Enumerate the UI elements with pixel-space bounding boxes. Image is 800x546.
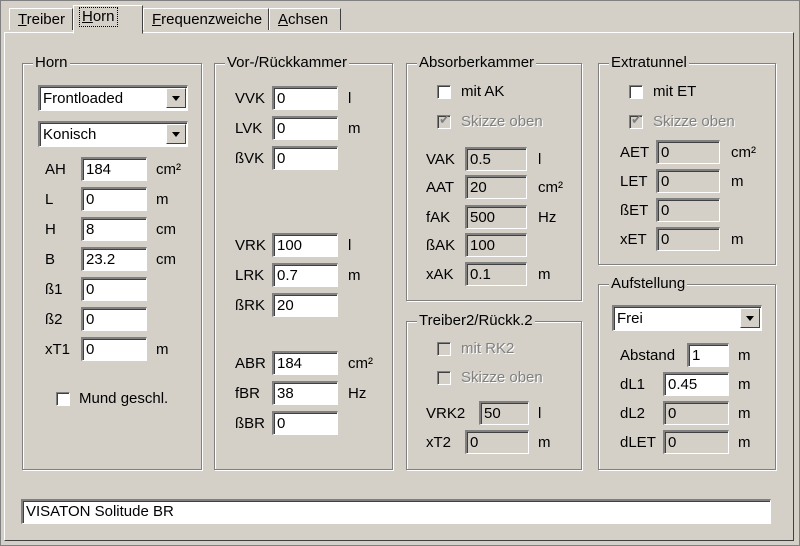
input-fbr[interactable]: 38 — [272, 381, 338, 405]
unit-vrk2: l — [538, 405, 542, 422]
label-beta1: ß1 — [45, 281, 63, 298]
chevron-down-icon — [172, 96, 180, 101]
aufstellung-group-title: Aufstellung — [611, 275, 686, 292]
input-dl1[interactable]: 0.45 — [663, 372, 729, 396]
input-vak[interactable]: 0.5 — [465, 147, 527, 171]
checkmark-icon: ✔ — [631, 112, 642, 127]
input-betaak[interactable]: 100 — [465, 233, 527, 257]
unit-aat: cm² — [538, 179, 563, 196]
label-betaet: ßET — [620, 202, 649, 219]
description-input[interactable]: VISATON Solitude BR — [21, 499, 771, 524]
absorber-group — [406, 54, 582, 301]
input-vvk[interactable]: 0 — [272, 86, 338, 110]
horn-shape-select[interactable]: Konisch — [38, 121, 188, 147]
mund-geschlossen-label[interactable]: Mund geschl. — [79, 390, 169, 407]
input-h[interactable]: 8 — [81, 217, 147, 241]
chevron-down-icon — [746, 316, 754, 321]
label-betaak: ßAK — [426, 237, 456, 254]
tab-frequenzweiche[interactable]: Frequenzweiche — [143, 8, 269, 30]
tab-horn[interactable]: Horn — [73, 5, 143, 34]
skizze-ak-label: Skizze oben — [461, 113, 543, 130]
input-xet[interactable]: 0 — [656, 227, 720, 251]
input-xt1[interactable]: 0 — [81, 337, 147, 361]
input-ah[interactable]: 184 — [81, 157, 147, 181]
unit-l: m — [156, 191, 169, 208]
mit-rk2-label: mit RK2 — [461, 340, 515, 357]
unit-abstand: m — [738, 347, 751, 364]
unit-dl2: m — [738, 405, 751, 422]
chevron-down-icon — [172, 132, 180, 137]
unit-vrk: l — [348, 237, 352, 254]
label-betavk: ßVK — [235, 150, 265, 167]
label-xt2: xT2 — [426, 434, 452, 451]
label-vrk2: VRK2 — [426, 405, 466, 422]
label-abr: ABR — [235, 355, 266, 372]
input-aat[interactable]: 20 — [465, 175, 527, 199]
label-b: B — [45, 251, 56, 268]
unit-lrk: m — [348, 267, 361, 284]
label-vrk: VRK — [235, 237, 266, 254]
label-xt1: xT1 — [45, 341, 71, 358]
label-vak: VAK — [426, 151, 455, 168]
horn-shape-dropdown-button[interactable] — [166, 124, 186, 144]
label-lrk: LRK — [235, 267, 265, 284]
label-let: LET — [620, 173, 648, 190]
unit-ah: cm² — [156, 161, 181, 178]
label-fbr: fBR — [235, 385, 261, 402]
unit-vak: l — [538, 151, 542, 168]
label-dlet: dLET — [620, 434, 656, 451]
mit-rk2-checkbox[interactable] — [437, 342, 451, 356]
unit-vvk: l — [348, 90, 352, 107]
unit-xet: m — [731, 231, 744, 248]
mit-ak-checkbox[interactable] — [437, 85, 451, 99]
unit-abr: cm² — [348, 355, 373, 372]
label-ah: AH — [45, 161, 66, 178]
input-beta1[interactable]: 0 — [81, 277, 147, 301]
input-betark[interactable]: 20 — [272, 293, 338, 317]
kammer-group-title: Vor-/Rückkammer — [227, 54, 348, 71]
input-beta2[interactable]: 0 — [81, 307, 147, 331]
label-dl1: dL1 — [620, 376, 646, 393]
input-betaet[interactable]: 0 — [656, 198, 720, 222]
mit-et-checkbox[interactable] — [629, 85, 643, 99]
unit-xt2: m — [538, 434, 551, 451]
unit-fbr: Hz — [348, 385, 367, 402]
label-l: L — [45, 191, 54, 208]
input-xak[interactable]: 0.1 — [465, 262, 527, 286]
unit-xak: m — [538, 266, 551, 283]
treiber2-group-title: Treiber2/Rückk.2 — [419, 312, 533, 329]
input-b[interactable]: 23.2 — [81, 247, 147, 271]
tab-treiber[interactable]: Treiber — [9, 8, 73, 30]
label-vvk: VVK — [235, 90, 266, 107]
input-abstand[interactable]: 1 — [687, 343, 729, 367]
input-betabr[interactable]: 0 — [272, 411, 338, 435]
checkmark-icon: ✔ — [439, 112, 450, 127]
input-vrk[interactable]: 100 — [272, 233, 338, 257]
input-l[interactable]: 0 — [81, 187, 147, 211]
input-aet[interactable]: 0 — [656, 140, 720, 164]
label-abstand: Abstand — [620, 347, 676, 364]
unit-aet: cm² — [731, 144, 756, 161]
unit-b: cm — [156, 251, 176, 268]
aufstellung-select[interactable]: Frei — [612, 305, 762, 331]
input-lrk[interactable]: 0.7 — [272, 263, 338, 287]
unit-xt1: m — [156, 341, 169, 358]
label-betark: ßRK — [235, 297, 265, 314]
unit-lvk: m — [348, 120, 361, 137]
input-abr[interactable]: 184 — [272, 351, 338, 375]
aufstellung-group — [598, 275, 776, 470]
input-betavk[interactable]: 0 — [272, 146, 338, 170]
skizze-rk2-checkbox[interactable] — [437, 371, 451, 385]
mit-ak-label[interactable]: mit AK — [461, 83, 505, 100]
input-dlet[interactable]: 0 — [663, 430, 729, 454]
label-xet: xET — [620, 231, 647, 248]
label-xak: xAK — [426, 266, 454, 283]
kammer-group — [214, 54, 393, 470]
horn-type-dropdown-button[interactable] — [166, 88, 186, 108]
aufstellung-dropdown-button[interactable] — [740, 308, 760, 328]
input-let[interactable]: 0 — [656, 169, 720, 193]
label-dl2: dL2 — [620, 405, 646, 422]
input-lvk[interactable]: 0 — [272, 116, 338, 140]
horn-tab-panel — [4, 32, 794, 541]
tab-achsen[interactable]: Achsen — [269, 8, 341, 30]
skizze-rk2-label: Skizze oben — [461, 369, 543, 386]
unit-dl1: m — [738, 376, 751, 393]
mund-geschlossen-checkbox[interactable] — [56, 392, 70, 406]
treiber2-group — [406, 312, 582, 470]
label-betabr: ßBR — [235, 415, 265, 432]
label-aat: AAT — [426, 179, 455, 196]
horn-group-title: Horn — [35, 54, 68, 71]
absorber-group-title: Absorberkammer — [419, 54, 535, 71]
label-beta2: ß2 — [45, 311, 63, 328]
label-aet: AET — [620, 144, 650, 161]
unit-dlet: m — [738, 434, 751, 451]
label-h: H — [45, 221, 56, 238]
input-dl2[interactable]: 0 — [663, 401, 729, 425]
input-xt2[interactable]: 0 — [465, 430, 529, 454]
skizze-ak-checkbox[interactable] — [437, 112, 451, 129]
label-lvk: LVK — [235, 120, 263, 137]
unit-h: cm — [156, 221, 176, 238]
label-fak: fAK — [426, 209, 451, 226]
extratunnel-group — [598, 54, 776, 265]
mit-et-label[interactable]: mit ET — [653, 83, 697, 100]
horn-group — [22, 54, 202, 470]
skizze-et-label: Skizze oben — [653, 113, 735, 130]
horn-type-select[interactable]: Frontloaded — [38, 85, 188, 111]
extratunnel-group-title: Extratunnel — [611, 54, 687, 71]
input-fak[interactable]: 500 — [465, 205, 527, 229]
skizze-et-checkbox[interactable] — [629, 112, 643, 129]
unit-fak: Hz — [538, 209, 557, 226]
unit-let: m — [731, 173, 744, 190]
input-vrk2[interactable]: 50 — [479, 401, 529, 425]
